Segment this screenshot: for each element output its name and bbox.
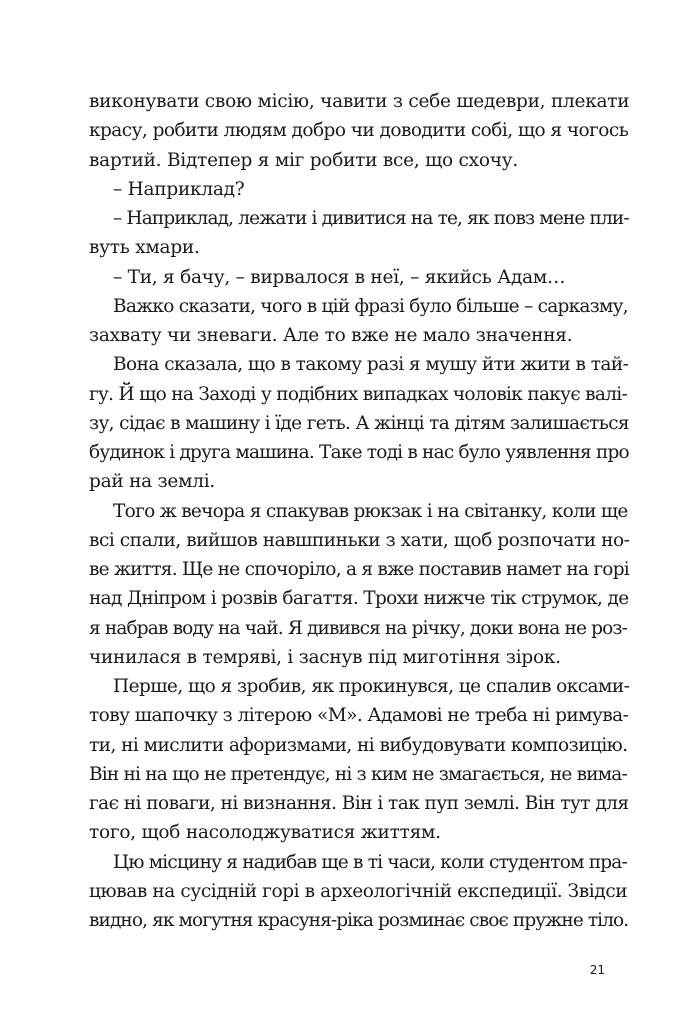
text-line: гає ні поваги, ні визнання. Він і так пуп землі. Він тут для [89,793,629,814]
text-line: Цю місцину я надибав ще в ті часи, коли студентом пра- [113,851,627,873]
text-line: чинилася в темряві, і заснув під миготіння зірок. [89,646,561,668]
text-line: – Наприклад, лежати і дивитися на те, як повз мене пли- [113,208,629,229]
text-line: – Ти, я бачу, – вирвалося в неї, – якийсь Адам… [113,266,566,288]
text-line: видно, як могутня красуня-ріка розминає своє пружне тіло. [89,910,629,931]
text-line: захвату чи зневаги. Але то вже не мало значення. [89,325,573,346]
text-line: рай на землі. [89,471,216,493]
text-line: того, щоб насолоджуватися життям. [89,822,441,844]
body-text [89,87,629,935]
text-line: тову шапочку з літерою «М». Адамові не треба ні римува- [89,705,629,727]
text-line: красу, робити людям добро чи доводити собі, що я чогось [89,120,629,142]
text-line: я набрав воду на чай. Я дивився на річку, доки вона не роз- [89,617,628,639]
text-line: гу. Й що на Заході у подібних випадках чоловік пакує валі- [89,383,628,405]
text-line: будинок і друга машина. Таке тоді в нас було уявлення про [89,442,629,463]
text-line: зу, сідає в машину і їде геть. А жінці та дітям залишається [89,412,629,434]
text-line: вуть хмари. [89,237,200,259]
text-line: виконувати свою місію, чавити з себе шедеври, плекати [89,91,630,112]
text-line: Перше, що я зробив, як прокинувся, це спалив оксами- [113,676,630,697]
text-line: Вона сказала, що в такому разі я мушу йти жити в тай- [113,354,629,376]
text-line: над Дніпром і розвів багаття. Трохи нижче тік струмок, де [89,588,629,610]
text-line: ти, ні мислити афоризмами, ні вибудовувати композицію. [89,734,628,756]
text-line: Важко сказати, чого в цій фразі було більше – сарказму, [113,295,628,317]
text-line: Того ж вечора я спакував рюкзак і на світанку, коли ще [113,500,628,522]
page-number: 21 [589,963,605,977]
text-line: цював на сусідній горі в археологічній експедиції. Звідси [89,880,628,902]
text-line: ве життя. Ще не спочоріло, а я вже поставив намет на горі [89,559,629,580]
text-line: вартий. Відтепер я міг робити все, що схочу. [89,149,518,171]
text-line: – Наприклад? [113,178,245,200]
text-line: всі спали, вийшов навшпиньки з хати, щоб розпочати но- [89,529,630,551]
text-line: Він ні на що не претендує, ні з ким не змагається, не вима- [89,763,627,785]
